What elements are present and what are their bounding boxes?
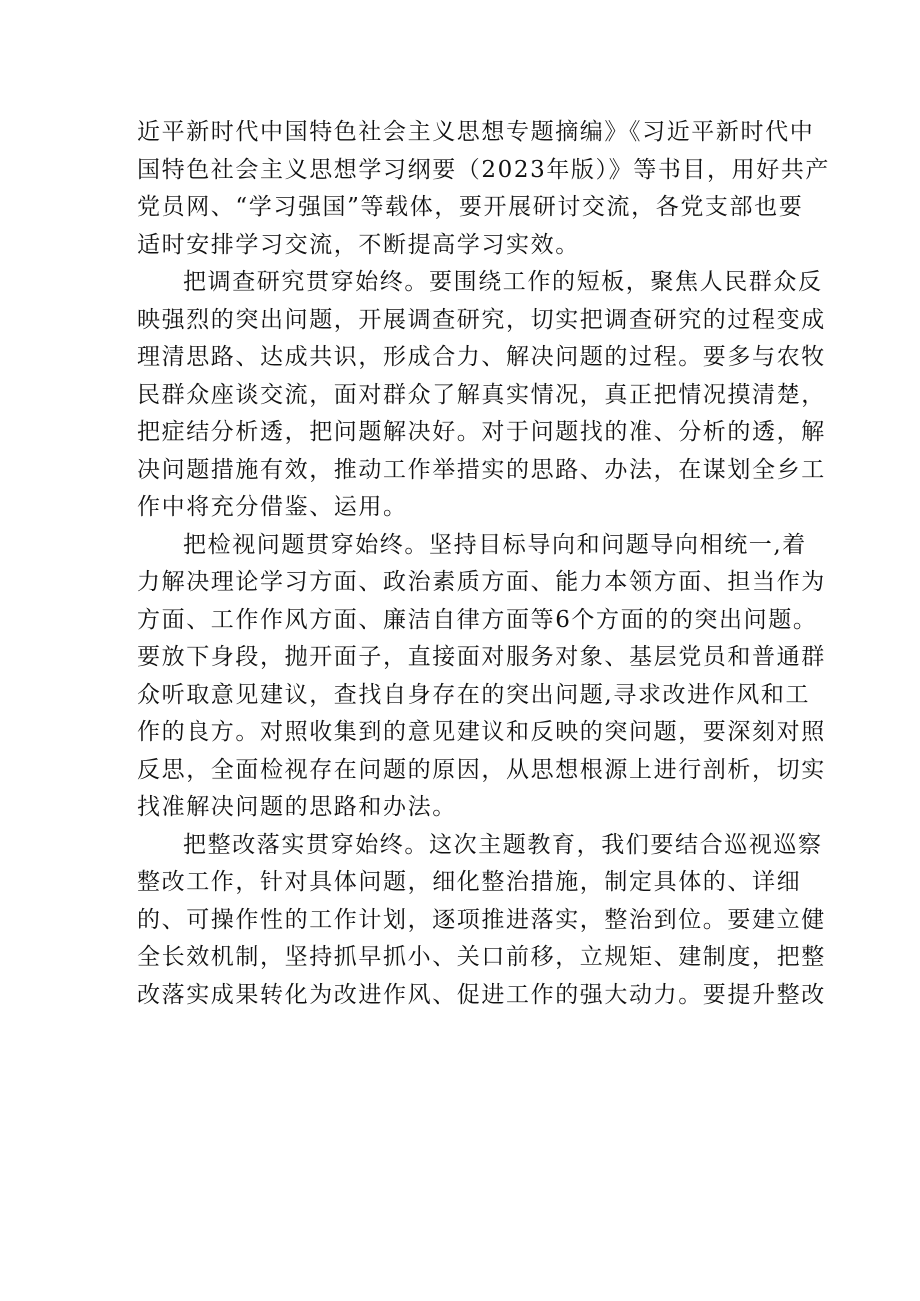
text-line: 作的良方。对照收集到的意见建议和反映的突问题，要深刻对照 xyxy=(137,719,826,745)
text-line: 映强烈的突出问题，开展调查研究，切实把调查研究的过程变成 xyxy=(137,306,826,333)
text-line: 适时安排学习交流，不断提高学习实效。 xyxy=(137,231,580,258)
text-line: 作中将充分借鉴、运用。 xyxy=(137,494,408,520)
text-line: 理清思路、达成共识，形成合力、解决问题的过程。要多与农牧 xyxy=(137,344,826,370)
text-line: 找准解决问题的思路和办法。 xyxy=(137,794,457,820)
text-line: 把症结分析透，把问题解决好。对于问题找的准、分析的透，解 xyxy=(137,419,826,445)
text-line: 改落实成果转化为改进作风、促进工作的强大动力。要提升整改 xyxy=(137,981,826,1008)
text-line: 把检视问题贯穿始终。坚持目标导向和问题导向相统一,着 xyxy=(183,531,807,558)
text-line: 国特色社会主义思想学习纲要（2023年版）》等书目，用好共产 xyxy=(137,156,831,183)
text-line: 近平新时代中国特色社会主义思想专题摘编》《习近平新时代中 xyxy=(137,119,815,145)
text-line: 全长效机制，坚持抓早抓小、关口前移，立规矩、建制度，把整 xyxy=(137,944,826,970)
text-line: 把整改落实贯穿始终。这次主题教育，我们要结合巡视巡察 xyxy=(183,831,823,858)
text-line: 要放下身段，抛开面子，直接面对服务对象、基层党员和普通群 xyxy=(137,644,826,670)
text-line: 决问题措施有效，推动工作举措实的思路、办法，在谋划全乡工 xyxy=(137,456,826,483)
text-line: 力解决理论学习方面、政治素质方面、能力本领方面、担当作为 xyxy=(137,569,826,595)
text-line: 众听取意见建议，查找自身存在的突出问题,寻求改进作风和工 xyxy=(137,681,811,708)
text-line: 民群众座谈交流，面对群众了解真实情况，真正把情况摸清楚， xyxy=(137,381,826,408)
text-line: 把调查研究贯穿始终。要围绕工作的短板，聚焦人民群众反 xyxy=(183,269,823,295)
text-line: 的、可操作性的工作计划，逐项推进落实，整治到位。要建立健 xyxy=(137,906,826,933)
text-line: 整改工作，针对具体问题，细化整治措施，制定具体的、详细 xyxy=(137,869,802,895)
document-body xyxy=(137,114,831,1014)
text-line: 方面、工作作风方面、廉洁自律方面等6个方面的的突出问题。 xyxy=(137,606,818,633)
text-line: 反思，全面检视存在问题的原因，从思想根源上进行剖析，切实 xyxy=(137,756,826,783)
text-line: 党员网、“学习强国”等载体，要开展研讨交流，各党支部也要 xyxy=(137,194,804,220)
